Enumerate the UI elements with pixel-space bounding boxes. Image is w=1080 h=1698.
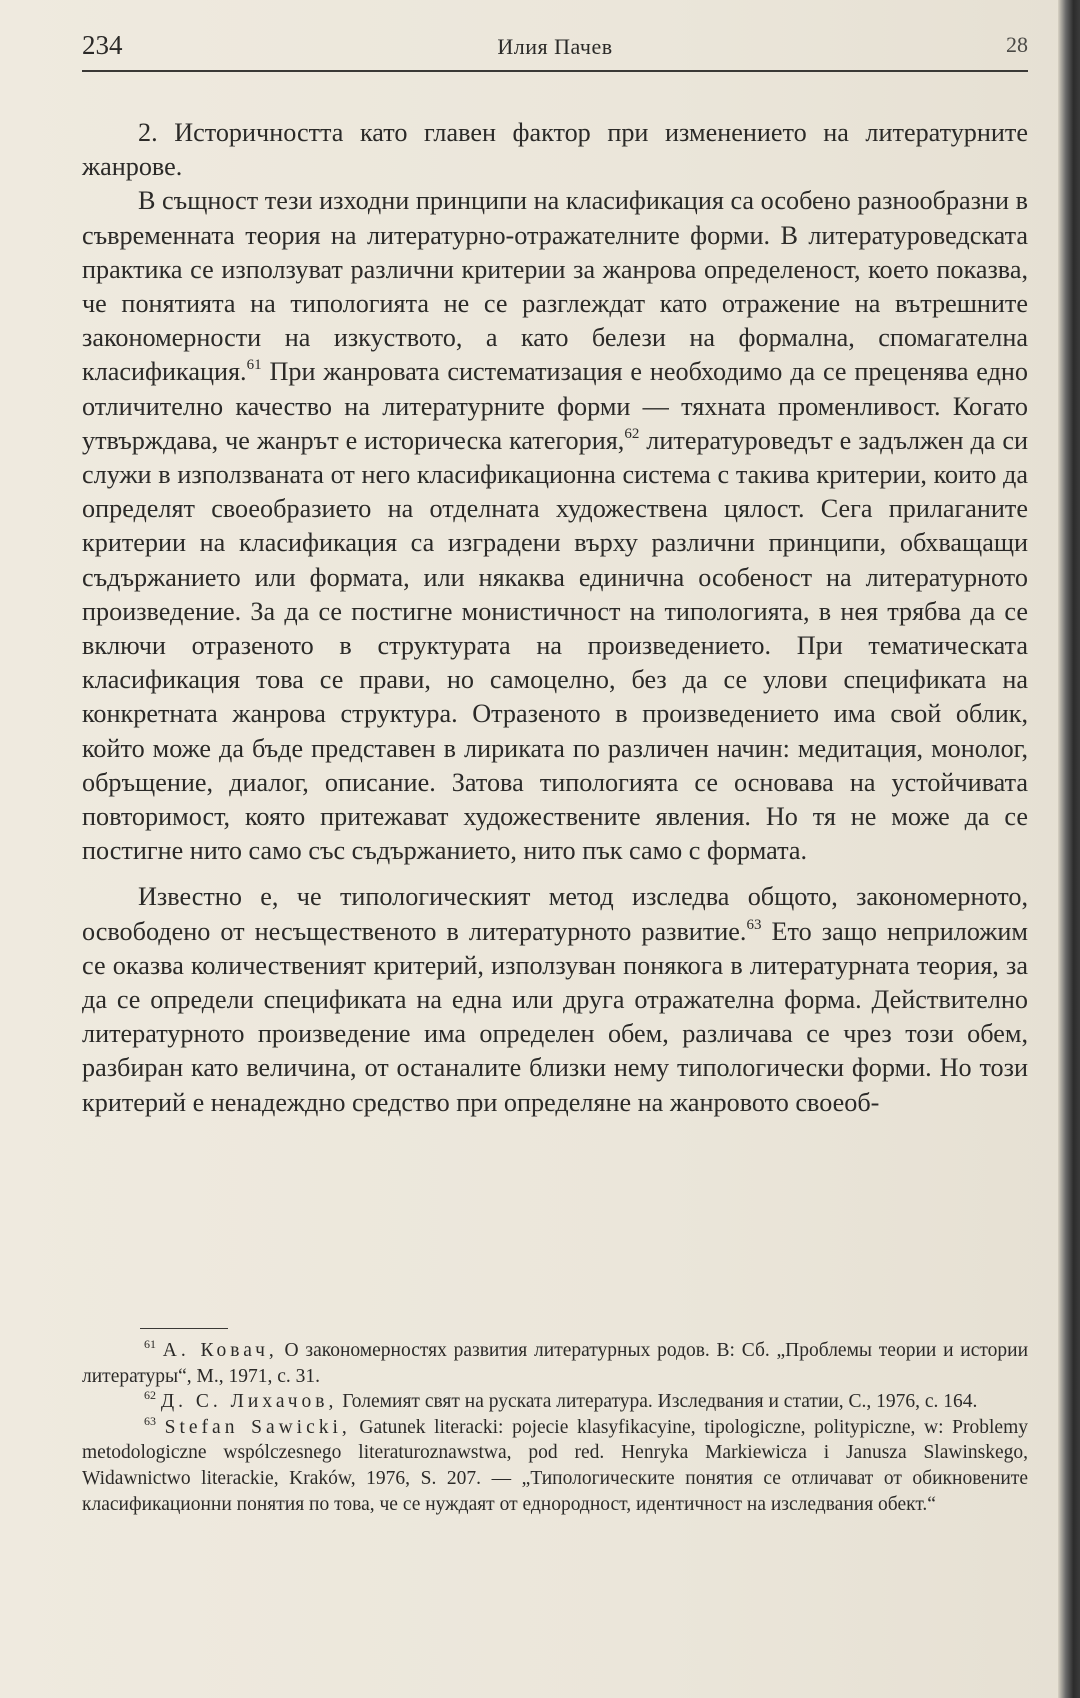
main-text (82, 116, 1028, 1120)
paragraph-2-part-a: В същност тези изходни принципи на класификация са особено разнообразни в съвременната теория на литературно-отражателните форми. В литературоведската практика се използуват различни критерии за жанрова определеност, което показва, че понятията на типологията не се разглеждат като отражение на вътрешните закономерности на изкуството, а като белези на формална, спомагателна класификация. (82, 186, 1028, 387)
paragraph-1: 2. Историчността като главен фактор при изменението на литературните жанрове. (82, 118, 1028, 182)
paragraph-2-part-b: При жанровата систематизация е необходимо да се преценява едно отличително качество на литературните форми — тяхната променливост. Когато утвърждава, че жанрът е историческа категория, (82, 357, 1028, 455)
footnote-62-number: 62 (144, 1388, 156, 1403)
page-binding-edge (1058, 0, 1080, 1698)
paragraph-3 (82, 880, 1028, 1119)
footnote-61 (82, 1338, 1028, 1389)
footnotes (82, 1338, 1028, 1517)
page-number-left: 234 (82, 30, 123, 60)
paragraph-2 (82, 184, 1028, 868)
paragraph-3-part-a: Известно е, че типологическият метод изследва общото, закономерното, освободено от несъщественото в литературното развитие. (82, 882, 1028, 946)
header-rule (82, 70, 1028, 72)
footnote-63 (82, 1415, 1028, 1517)
footnote-62-author: Д. С. Лихачов, (160, 1391, 338, 1413)
footnote-62 (82, 1389, 1028, 1415)
paragraph-2-part-c: литературоведът е задължен да си служи в използваната от него класификационна система с такива критерии, които да определят своеобразието на отделната художествена цялост. Сега прилаганите критерии на класификация са изградени върху различни принципи, обхващащи съдържанието или формата, или някаква единична особеност на литературното произведение. За да се постигне монистичност на типологията, в нея трябва да се включи отразеното в структурата на произведението. При тематическата класификация това се прави, но самоцелно, без да се улови спецификата на конкретната жанрова структура. Отразеното в произведението има свой облик, който може да бъде представен в лириката по различен начин: медитация, монолог, обръщение, диалог, описание. Затова типологията се основава на устойчивата повторимост, която притежават художествените явления. Но тя не може да се постигне нито само със съдържанието, нито пък само с формата. (82, 425, 1028, 866)
footnote-rule (140, 1328, 228, 1329)
footnote-63-number: 63 (144, 1413, 156, 1428)
footnote-61-author: А. Ковач, (162, 1340, 278, 1361)
page-number-right: 28 (1006, 32, 1028, 57)
footnote-62-text: Големият свят на руската литература. Изследвания и статии, С., 1976, с. 164. (337, 1391, 978, 1413)
paragraph-3-part-b: Ето защо неприложим се оказва количественият критерий, използуван понякога в литературната теория, за да се определи спецификата на една или друга отражателна форма. Действително литературното произведение има определен обем, различава се чрез този обем, разбиран като величина, от останалите близки нему типологически форми. Но този критерий е ненадеждно средство при определяне на жанровото своеоб- (82, 916, 1028, 1117)
footnote-63-author: Stefan Sawicki, (164, 1416, 351, 1438)
running-title: Илия Пачев (497, 34, 613, 59)
footnote-61-text: О закономерностях развития литературных родов. В: Сб. „Проблемы теории и истории литературы“, М., 1971, с. 31. (82, 1340, 1029, 1387)
footnote-63-text: Gatunek literacki: pojecie klasyfikacyine, tipologiczne, politypiczne, w: Problemy metodologiczne wspólczesnego literaturoznawstwa, pod red. Henryka Markiewicza i Janusza Slawinskego, Widawnictwo literackie, Kraków, 1976, S. 207. — „Типологическите понятия се отличават от обикновените класификационни понятия по това, че се нуждаят от еднородност, идентичност на изследвания обект.“ (82, 1416, 1028, 1515)
footnote-ref-63: 63 (746, 916, 762, 933)
page-header (82, 28, 1028, 68)
footnote-61-number: 61 (144, 1337, 156, 1351)
footnote-ref-61: 61 (246, 357, 262, 374)
footnote-ref-62: 62 (624, 425, 640, 442)
